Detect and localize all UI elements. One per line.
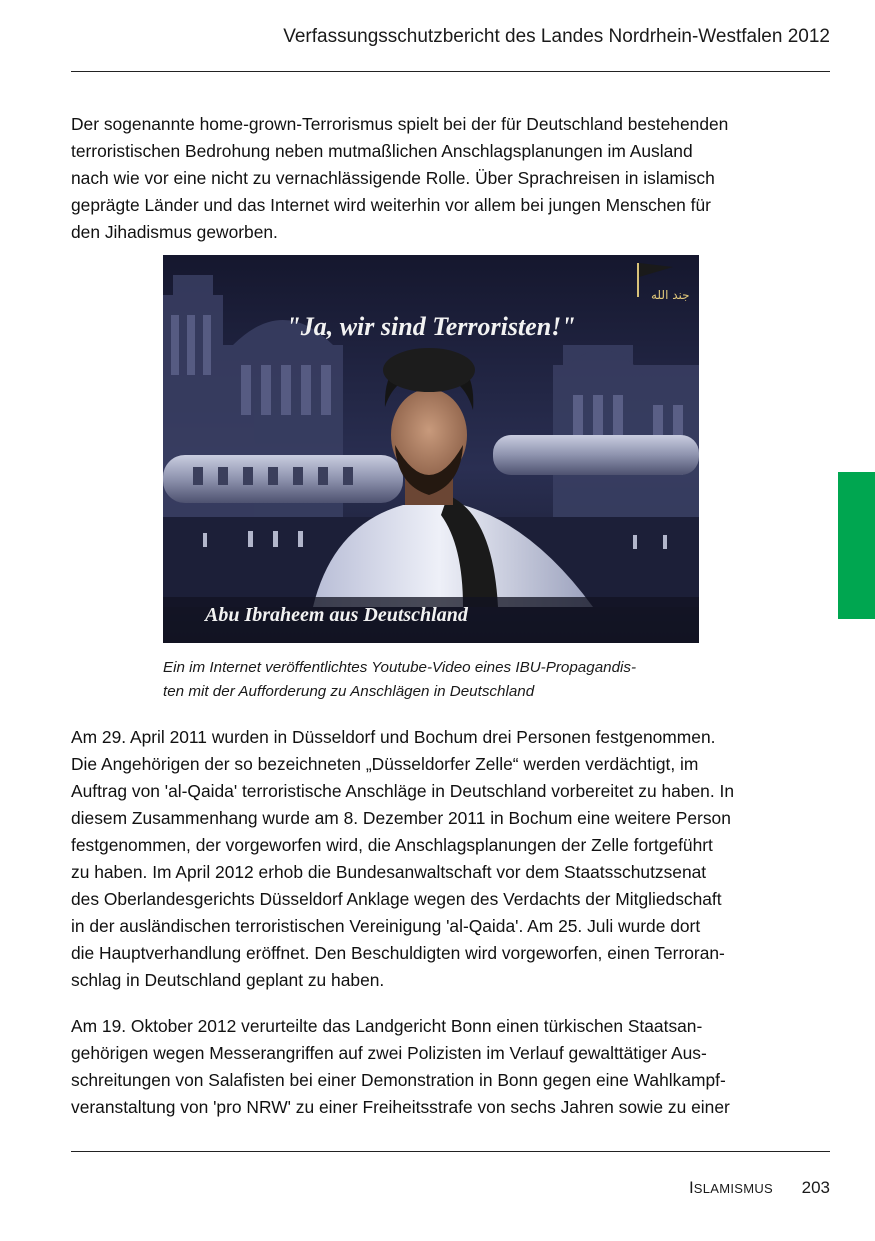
text-line: schlag in Deutschland geplant zu haben. [71, 970, 385, 990]
text-line: Die Angehörigen der so bezeichneten „Düsseldorfer Zelle“ werden verdächtigt, im [71, 754, 699, 774]
header-rule [71, 71, 830, 72]
text-line: nach wie vor eine nicht zu vernachlässigende Rolle. Über Sprachreisen in islamisch [71, 168, 715, 188]
caption-line: Ein im Internet veröffentlichtes Youtube-Video eines IBU-Propagandis- [163, 659, 637, 676]
video-overlay-name: Abu Ibraheem aus Deutschland [205, 604, 468, 626]
page-number: 203 [801, 1178, 830, 1197]
section-rest: SLAMISMUS [693, 1181, 773, 1196]
svg-text:جند الله: جند الله [651, 288, 690, 302]
text-line: Auftrag von 'al-Qaida' terroristische Anschläge in Deutschland vorbereitet zu haben. In [71, 781, 735, 801]
text-line: zu haben. Im April 2012 erhob die Bundesanwaltschaft vor dem Staatsschutzsenat [71, 862, 707, 882]
paragraph-duesseldorfer-zelle [71, 724, 796, 994]
text-line: veranstaltung von 'pro NRW' zu einer Freiheitsstrafe von sechs Jahren sowie zu einer [71, 1097, 730, 1117]
chapter-side-tab [838, 472, 875, 619]
text-line: diesem Zusammenhang wurde am 8. Dezember 2011 in Bochum eine weitere Person [71, 808, 731, 828]
section-initial: I [688, 1178, 694, 1197]
footer-section-title [689, 1177, 773, 1200]
text-line: Am 19. Oktober 2012 verurteilte das Landgericht Bonn einen türkischen Staatsan- [71, 1016, 703, 1036]
text-line: gehörigen wegen Messerangriffen auf zwei Polizisten im Verlauf gewalttätiger Aus- [71, 1043, 707, 1063]
text-line: geprägte Länder und das Internet wird weiterhin vor allem bei jungen Menschen für [71, 195, 711, 215]
text-line: Der sogenannte home-grown-Terrorismus spielt bei der für Deutschland bestehenden [71, 114, 729, 134]
video-still-image [163, 255, 699, 643]
text-line: die Hauptverhandlung eröffnet. Den Beschuldigten wird vorgeworfen, einen Terroran- [71, 943, 725, 963]
running-header-title: Verfassungsschutzbericht des Landes Nordrhein-Westfalen 2012 [283, 26, 830, 47]
caption-line: ten mit der Aufforderung zu Anschlägen in Deutschland [163, 683, 535, 700]
video-overlay-title: "Ja, wir sind Terroristen!" [286, 312, 576, 341]
text-line: Am 29. April 2011 wurden in Düsseldorf und Bochum drei Personen festgenommen. [71, 727, 716, 747]
figure-caption [163, 656, 723, 704]
text-line: festgenommen, der vorgeworfen wird, die Anschlagsplanungen der Zelle fortgeführt [71, 835, 713, 855]
text-line: den Jihadismus geworben. [71, 222, 278, 242]
text-line: schreitungen von Salafisten bei einer Demonstration in Bonn gegen eine Wahlkampf- [71, 1070, 726, 1090]
paragraph-landgericht-bonn [71, 1013, 796, 1121]
intro-paragraph [71, 111, 796, 246]
text-line: des Oberlandesgerichts Düsseldorf Anklage wegen des Verdachts der Mitgliedschaft [71, 889, 722, 909]
text-line: terroristischen Bedrohung neben mutmaßlichen Anschlagsplanungen im Ausland [71, 141, 693, 161]
text-line: in der ausländischen terroristischen Vereinigung 'al-Qaida'. Am 25. Juli wurde dort [71, 916, 701, 936]
footer-rule [71, 1151, 830, 1152]
